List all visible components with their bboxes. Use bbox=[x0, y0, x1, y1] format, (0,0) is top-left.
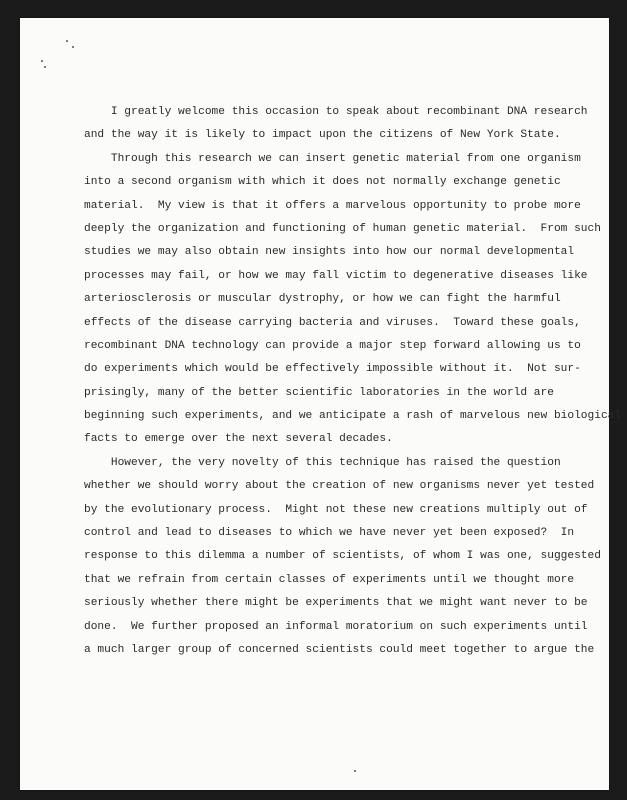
text-line: studies we may also obtain new insights into how our normal developmental bbox=[84, 246, 575, 259]
text-line: whether we should worry about the creation of new organisms never yet tested bbox=[84, 480, 595, 493]
text-line: processes may fail, or how we may fall victim to degenerative diseases like bbox=[84, 269, 588, 282]
text-line: Through this research we can insert genetic material from one organism bbox=[84, 152, 581, 165]
text-line: do experiments which would be effectively impossible without it. Not sur- bbox=[84, 363, 581, 376]
paper-speck bbox=[44, 66, 46, 68]
text-line: a much larger group of concerned scientists could meet together to argue the bbox=[84, 643, 595, 656]
text-line: response to this dilemma a number of scientists, of whom I was one, suggested bbox=[84, 550, 601, 563]
text-line: arteriosclerosis or muscular dystrophy, or how we can fight the harmful bbox=[84, 293, 561, 306]
paper-speck bbox=[66, 40, 68, 42]
text-line: I greatly welcome this occasion to speak about recombinant DNA research bbox=[84, 106, 588, 118]
text-line: facts to emerge over the next several decades. bbox=[84, 433, 393, 446]
text-line: prisingly, many of the better scientific laboratories in the world are bbox=[84, 386, 554, 399]
text-line: into a second organism with which it does not normally exchange genetic bbox=[84, 176, 561, 189]
text-line: by the evolutionary process. Might not these new creations multiply out of bbox=[84, 503, 588, 516]
text-line: However, the very novelty of this technique has raised the question bbox=[84, 456, 561, 469]
text-line: deeply the organization and functioning of human genetic material. From such bbox=[84, 222, 601, 235]
text-line: and the way it is likely to impact upon the citizens of New York State. bbox=[84, 129, 561, 142]
text-line: control and lead to diseases to which we have never yet been exposed? In bbox=[84, 527, 575, 540]
text-line: recombinant DNA technology can provide a major step forward allowing us to bbox=[84, 339, 581, 352]
text-line: that we refrain from certain classes of experiments until we thought more bbox=[84, 573, 575, 586]
letter-body bbox=[84, 101, 622, 662]
text-line: material. My view is that it offers a marvelous opportunity to probe more bbox=[84, 199, 581, 212]
text-line: seriously whether there might be experiments that we might want never to be bbox=[84, 597, 588, 610]
text-line: effects of the disease carrying bacteria and viruses. Toward these goals, bbox=[84, 316, 581, 329]
paper-speck bbox=[72, 46, 74, 48]
text-line: beginning such experiments, and we anticipate a rash of marvelous new biological bbox=[84, 410, 622, 423]
paper-speck bbox=[41, 60, 43, 62]
paper-speck bbox=[354, 770, 356, 772]
text-line: done. We further proposed an informal moratorium on such experiments until bbox=[84, 620, 588, 633]
